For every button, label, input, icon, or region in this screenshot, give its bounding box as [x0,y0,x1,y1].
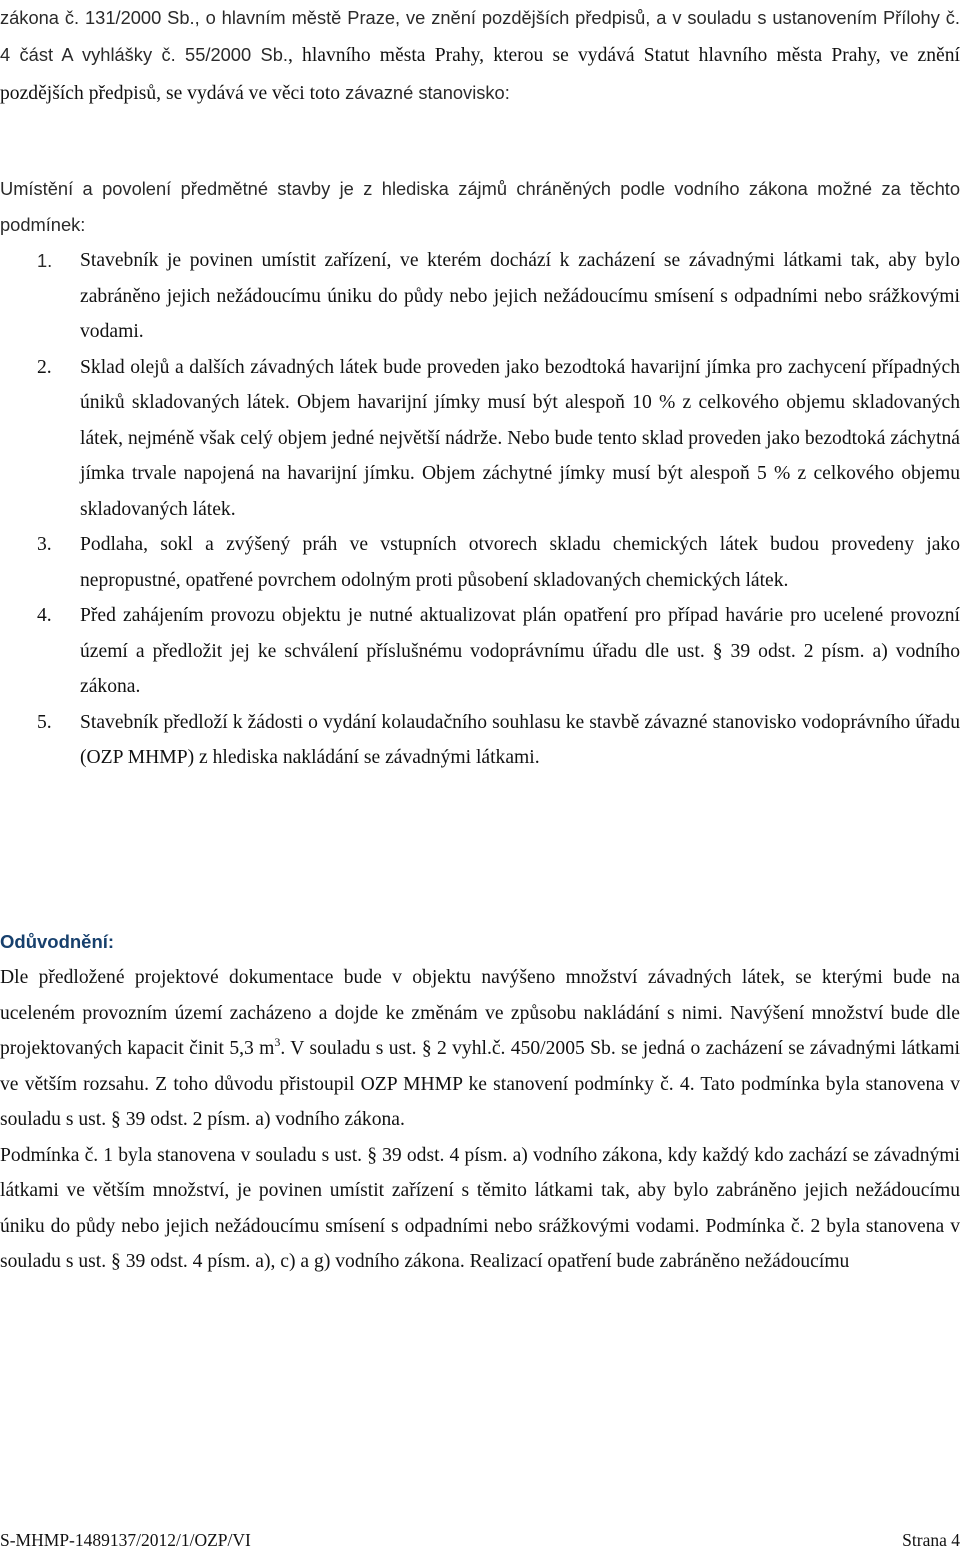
condition-text: Podlaha, sokl a zvýšený práh ve vstupních otvorech skladu chemických látek budou provedeny jako nepropustné, opatřené povrchem odolným proti působení skladovaných chemických látek. [80,534,960,591]
intro-text-part-2: , hlavního města Prahy, kterou se vydává Statut hlavního města Prahy, ve znění pozdějších předpisů, se vydává ve věci toto [0,45,960,104]
condition-number: 1. [37,250,53,271]
condition-text: Stavebník předloží k žádosti o vydání kolaudačního souhlasu ke stavbě závazné stanovisko vodoprávního úřadu (OZP MHMP) z hlediska nakládání se závadnými látkami. [80,711,960,768]
document-reference: S-MHMP-1489137/2012/1/OZP/VI [0,1530,251,1550]
condition-text: Sklad olejů a dalších závadných látek bude proveden jako bezodtoká havarijní jímka pro zachycení případných úniků skladovaných látek. Objem havarijní jímky musí být alespoň 10 % z celkového objemu skladovaných látek, nejméně však celý objem jedné největší nádrže. Nebo bude tento sklad proveden jako bezodtoká záchytná jímka trvale napojená na havarijní jímku. Objem záchytné jímky musí být alespoň 5 % z celkového objemu skladovaných látek. [80,356,960,520]
reasoning-body [0,960,960,1280]
intro-text-part-3: závazné stanovisko: [340,81,510,103]
condition-number: 2. [37,356,52,378]
condition-text: Stavebník je povinen umístit zařízení, ve kterém dochází k zacházení se závadnými látkami tak, aby bylo zabráněno jejich nežádoucímu úniku do půdy nebo jejich nežádoucímu smísení s odpadními nebo srážkovými vodami. [80,250,960,342]
conditions-list [0,243,960,776]
condition-item [0,527,960,598]
condition-item [0,243,960,350]
decision-statement: Umístění a povolení předmětné stavby je z hlediska zájmů chráněných podle vodního zákona možné za těchto podmínek: [0,178,960,235]
condition-item [0,350,960,528]
condition-number: 3. [37,534,52,555]
reasoning-paragraph [0,960,960,1138]
condition-number: 5. [37,711,52,733]
reasoning-heading: Odůvodnění: [0,931,115,952]
intro-text-part-1: zákona č. 131/2000 Sb., o hlavním městě Praze, ve znění pozdějších předpisů, a v souladu s ustanovením Přílohy č. 4 část A vyhlášky č. 55/2000 Sb. [0,7,960,66]
intro-paragraph [0,0,960,112]
condition-item [0,705,960,776]
page-number: Strana 4 [902,1530,960,1550]
condition-number: 4. [37,605,52,626]
reasoning-paragraph: Podmínka č. 1 byla stanovena v souladu s ust. § 39 odst. 4 písm. a) vodního zákona, kdy každý kdo zachází se závadnými látkami ve větším množství, je povinen umístit zařízení s těmito látkami tak, aby bylo zabráněno jejich nežádoucímu úniku do půdy nebo jejich nežádoucímu smísení s odpadními nebo srážkovými vodami. Podmínka č. 2 byla stanovena v souladu s ust. § 39 odst. 4 písm. a), c) a g) vodního zákona. Realizací opatření bude zabráněno nežádoucímu [0,1144,960,1272]
superscript-exponent: 3 [274,1035,281,1049]
condition-text: Před zahájením provozu objektu je nutné aktualizovat plán opatření pro případ havárie pro ucelené provozní území a předložit jej ke schválení příslušnému vodoprávnímu úřadu dle ust. § 39 odst. 2 písm. a) vodního zákona. [80,605,960,697]
condition-item [0,598,960,705]
reasoning-text: Dle předložené projektové dokumentace bude v objektu navýšeno množství závadných látek, se kterými bude na uceleném provozním území zacházeno a dojde ke změnám ve způsobu nakládání s nimi. Navýšení množství bude dle projektovaných kapacit činit 5,3 m [0,967,960,1059]
reasoning-text: . V souladu s ust. § 2 vyhl.č. 450/2005 Sb. se jedná o zacházení se závadnými látkami ve větším rozsahu. Z toho důvodu přistoupil OZP MHMP ke stanovení podmínky č. 4. Tato podmínka byla stanovena v souladu s ust. § 39 odst. 2 písm. a) vodního zákona. [0,1038,960,1130]
